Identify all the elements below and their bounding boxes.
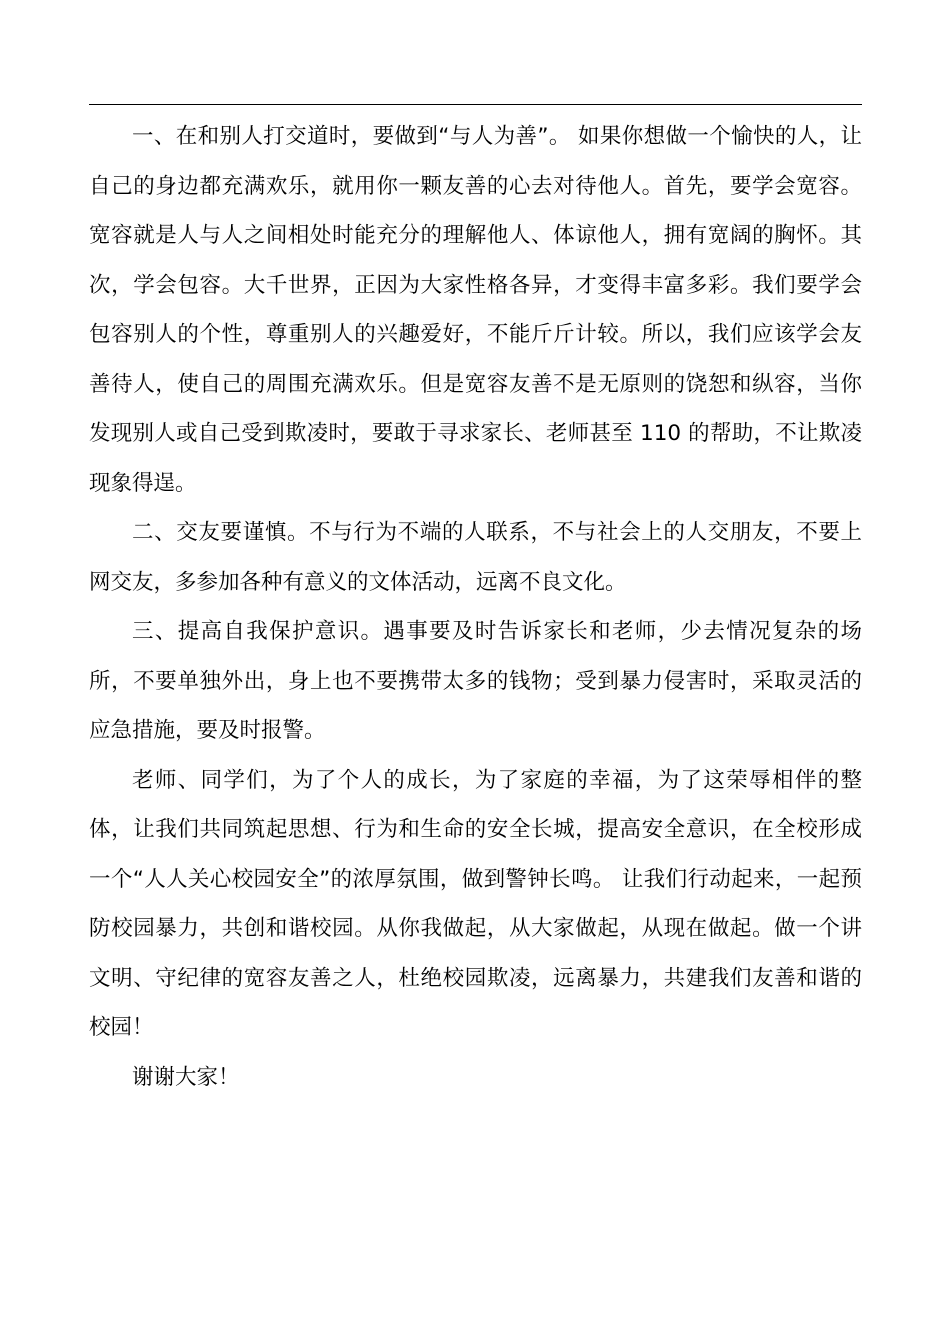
paragraph-rule-two: 二、交友要谨慎。不与行为不端的人联系，不与社会上的人交朋友，不要上网交友，多参加各种有意义的文体活动，远离不良文化。 bbox=[89, 520, 862, 595]
paragraph-thanks: 谢谢大家！ bbox=[132, 1064, 240, 1090]
paragraph-rule-one: 一、在和别人打交道时，要做到“与人为善”。 如果你想做一个愉快的人，让自己的身边都充满欢乐，就用你一颗友善的心去对待他人。首先，要学会宽容。宽容就是人与人之间相处时能充分的理解他人、体谅他人，拥有宽阔的胸怀。其次，学会包容。大千世界，正因为大家性格各异，才变得丰富多彩。我们要学会包容别人的个性，尊重别人的兴趣爱好，不能斤斤计较。所以，我们应该学会友善待人，使自己的周围充满欢乐。但是宽容友善不是无原则的饶恕和纵容，当你发现别人或自己受到欺凌时，要敢于寻求家长、老师甚至 110 的帮助，不让欺凌现象得逞。 bbox=[89, 124, 862, 496]
document-body bbox=[89, 112, 862, 1102]
paragraph-rule-three: 三、提高自我保护意识。遇事要及时告诉家长和老师，少去情况复杂的场所，不要单独外出，身上也不要携带太多的钱物；受到暴力侵害时，采取灵活的应急措施，要及时报警。 bbox=[89, 619, 862, 743]
paragraph-closing: 老师、同学们，为了个人的成长，为了家庭的幸福，为了这荣辱相伴的整体，让我们共同筑起思想、行为和生命的安全长城，提高安全意识，在全校形成一个“人人关心校园安全”的浓厚氛围，做到警钟长鸣。 让我们行动起来，一起预防校园暴力，共创和谐校园。从你我做起，从大家做起，从现在做起。做一个讲文明、守纪律的宽容友善之人，杜绝校园欺凌，远离暴力，共建我们友善和谐的校园！ bbox=[89, 767, 862, 1040]
header-rule bbox=[89, 104, 862, 105]
